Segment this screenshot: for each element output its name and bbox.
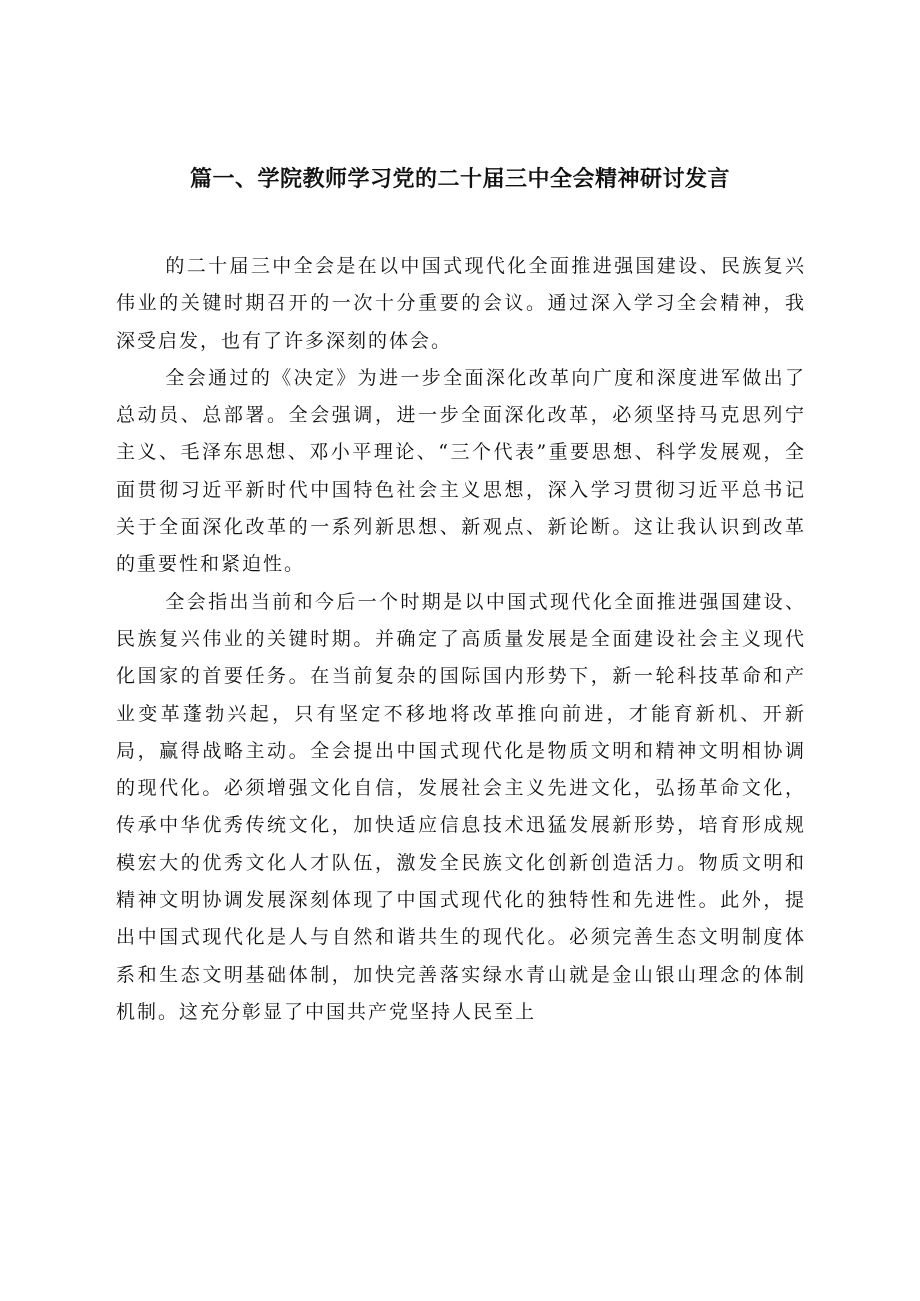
paragraph-1: 的二十届三中全会是在以中国式现代化全面推进强国建设、民族复兴伟业的关键时期召开的一次十分重要的会议。通过深入学习全会精神，我深受启发，也有了许多深刻的体会。 [116,255,806,352]
document-body [116,248,806,1031]
paragraph-2: 全会通过的《决定》为进一步全面深化改革向广度和深度进军做出了总动员、总部署。全会强调，进一步全面深化改革，必须坚持马克思列宁主义、毛泽东思想、邓小平理论、“三个代表”重要思想、科学发展观，全面贯彻习近平新时代中国特色社会主义思想，深入学习贯彻习近平总书记关于全面深化改革的一系列新思想、新观点、新论断。这让我认识到改革的重要性和紧迫性。 [116,366,806,576]
paragraph-3: 全会指出当前和今后一个时期是以中国式现代化全面推进强国建设、民族复兴伟业的关键时期。并确定了高质量发展是全面建设社会主义现代化国家的首要任务。在当前复杂的国际国内形势下，新一轮科技革命和产业变革蓬勃兴起，只有坚定不移地将改革推向前进，才能育新机、开新局，赢得战略主动。全会提出中国式现代化是物质文明和精神文明相协调的现代化。必须增强文化自信，发展社会主义先进文化，弘扬革命文化，传承中华优秀传统文化，加快适应信息技术迅猛发展新形势，培育形成规模宏大的优秀文化人才队伍，激发全民族文化创新创造活力。物质文明和精神文明协调发展深刻体现了中国式现代化的独特性和先进性。此外，提出中国式现代化是人与自然和谐共生的现代化。必须完善生态文明制度体系和生态文明基础体制，加快完善落实绿水青山就是金山银山理念的体制机制。这充分彰显了中国共产党坚持人民至上 [116,590,806,1023]
document-title: 篇一、学院教师学习党的二十届三中全会精神研讨发言 [189,167,730,192]
